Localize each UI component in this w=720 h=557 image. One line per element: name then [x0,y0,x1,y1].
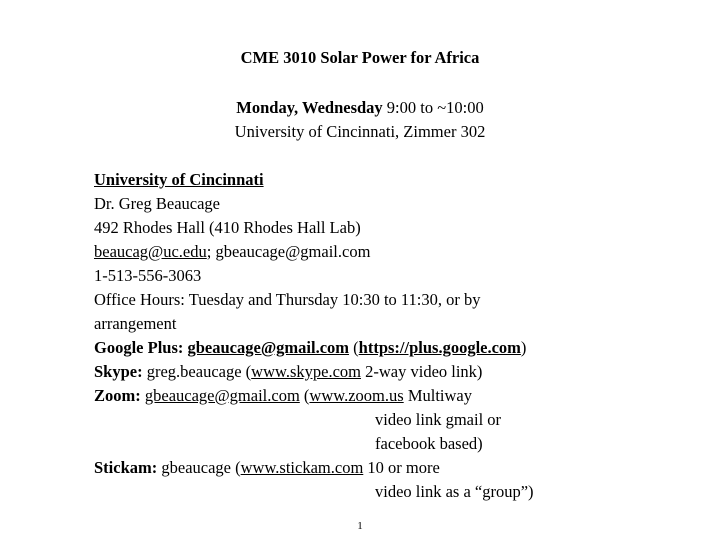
stickam-line [94,458,440,478]
course-title [0,48,720,68]
skype-url-link[interactable]: www.skype.com [251,362,361,381]
stickam-url-link[interactable]: www.stickam.com [240,458,364,477]
location-text: University of Cincinnati, Zimmer 302 [234,122,486,141]
stickam-note-line-2 [375,482,534,502]
zoom-label: Zoom: [94,386,141,405]
office-hours-continued [94,314,176,334]
instructor-line [94,194,220,214]
page-number: 1 [357,520,363,532]
email-secondary: gbeaucage@gmail.com [215,242,371,261]
office-hours-text: Office Hours: Tuesday and Thursday 10:30 to 11:30, or by [94,290,481,309]
stickam-note-2: video link as a “group”) [375,482,534,501]
schedule-line [0,98,720,118]
institution-heading [94,170,264,190]
instructor-text: Dr. Greg Beaucage [94,194,220,213]
institution-text: University of Cincinnati [94,170,264,189]
zoom-open-paren: ( [299,386,310,405]
office-text: 492 Rhodes Hall (410 Rhodes Hall Lab) [94,218,361,237]
email-line [94,242,370,262]
zoom-line [94,386,472,406]
zoom-note-line-2 [375,410,501,430]
zoom-note-line-3 [375,434,483,454]
skype-label: Skype: [94,362,143,381]
schedule-days: Monday, Wednesday [236,98,383,117]
zoom-note: Multiway [403,386,472,405]
office-hours-line [94,290,481,310]
skype-line [94,362,482,382]
zoom-url-link[interactable]: www.zoom.us [309,386,404,405]
email-primary-link[interactable]: beaucag@uc.edu [94,242,207,261]
office-line [94,218,361,238]
email-separator: ; [206,242,216,261]
skype-account: greg.beaucage ( [142,362,252,381]
location-line [0,122,720,142]
google-plus-close-paren: ) [520,338,527,357]
skype-note: 2-way video link) [361,362,483,381]
phone-text: 1-513-556-3063 [94,266,202,285]
google-plus-line [94,338,526,358]
zoom-note-3: facebook based) [375,434,483,453]
stickam-note: 10 or more [363,458,440,477]
google-plus-url-link[interactable]: https://plus.google.com [358,338,521,357]
google-plus-open-paren: ( [349,338,359,357]
zoom-note-2: video link gmail or [375,410,502,429]
stickam-account: gbeaucage ( [157,458,241,477]
google-plus-account-link[interactable]: gbeaucage@gmail.com [187,338,350,357]
schedule-time: 9:00 to ~10:00 [382,98,484,117]
google-plus-label: Google Plus: [94,338,184,357]
phone-line [94,266,201,286]
stickam-label: Stickam: [94,458,158,477]
office-hours-text-2: arrangement [94,314,177,333]
zoom-account-link[interactable]: gbeaucage@gmail.com [144,386,300,405]
course-title-text: CME 3010 Solar Power for Africa [240,48,480,67]
